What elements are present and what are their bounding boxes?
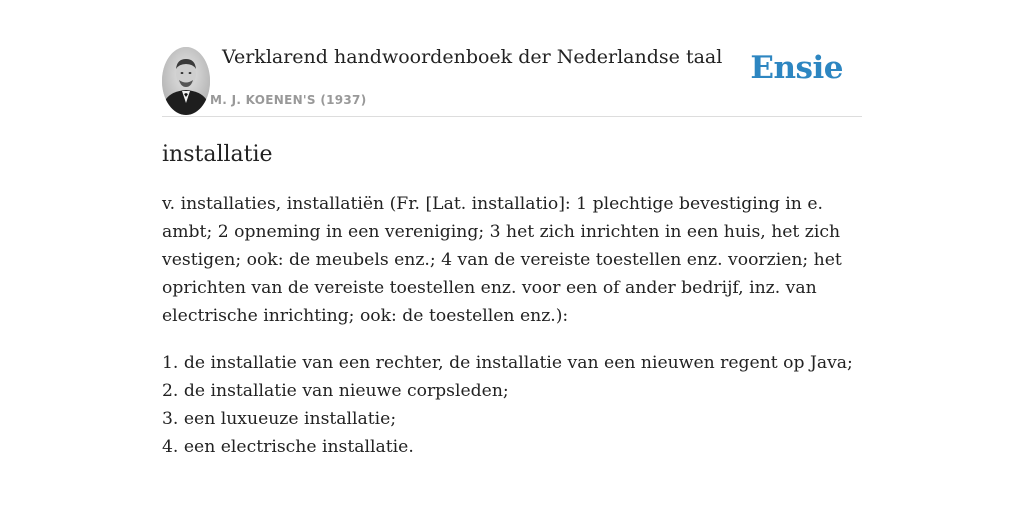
dictionary-author: M. J. KOENEN'S (1937) [210,93,367,107]
entry-definition: v. installaties, installatiën (Fr. [Lat. installatio]: 1 plechtige bevestiging in e. ambt; 2 opneming in een vereniging; 3 het zich inrichten in een huis, het zich vestigen; ook: de meubels enz.; 4 van de vereiste toestellen enz. voorzien; het oprichten van de vereiste toestellen enz. voor een of ander bedrijf, inz. van electrische inrichting; ook: de toestellen enz.): [162,194,842,326]
author-portrait [162,47,210,115]
example-item: 1. de installatie van een rechter, de installatie van een nieuwen regent op Java; [162,353,853,373]
entry-term: installatie [162,142,273,167]
entry-content [162,138,872,461]
example-item: 4. een electrische installatie. [162,437,414,457]
entry-examples [162,349,872,461]
example-item: 2. de installatie van nieuwe corpsleden; [162,381,509,401]
dictionary-title: Verklarend handwoordenboek der Nederlandse taal [222,46,723,68]
portrait-image [162,47,210,115]
ensie-logo-link[interactable]: Ensie [750,50,843,86]
example-item: 3. een luxueuze installatie; [162,409,397,429]
header [162,44,862,117]
